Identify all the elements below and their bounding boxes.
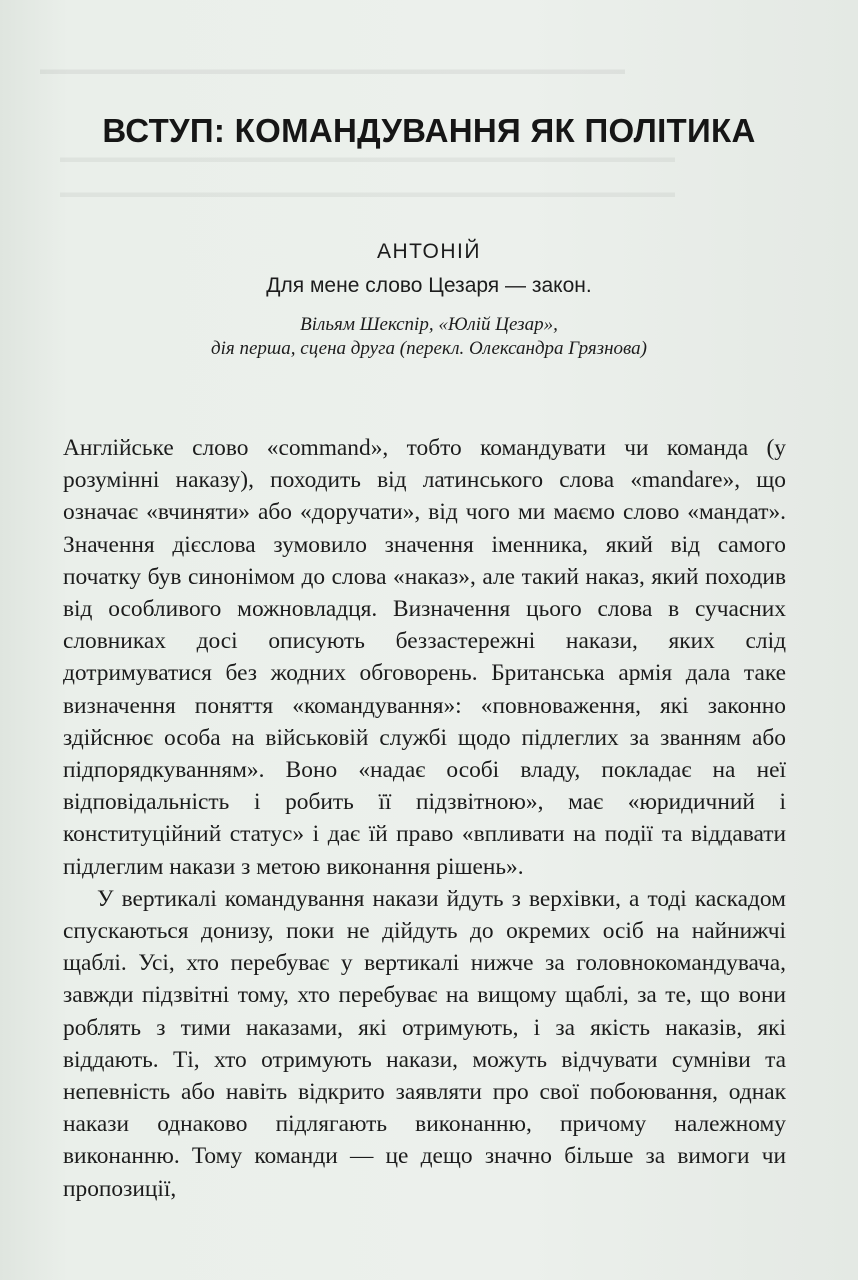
- bleed-through-decoration: ▬▬▬▬▬▬▬▬▬▬▬▬▬▬▬▬▬▬▬▬▬▬▬▬▬▬▬▬▬▬▬▬▬▬▬▬▬▬▬▬▬: [60, 185, 675, 201]
- bleed-through-decoration: ▬▬▬▬▬▬▬▬▬▬▬▬▬▬▬▬▬▬▬▬▬▬▬▬▬▬▬▬▬▬▬▬▬▬▬▬▬▬▬▬▬: [60, 150, 675, 166]
- bleed-through-decoration: ▬▬▬▬▬▬▬▬▬▬▬▬▬▬▬▬▬▬▬▬▬▬▬▬▬▬▬▬▬▬▬▬▬▬▬▬▬▬▬: [40, 62, 625, 78]
- epigraph-speaker: АНТОНІЙ: [377, 240, 481, 263]
- body-text: [63, 432, 786, 1205]
- epigraph-quote: Для мене слово Цезаря — закон.: [266, 274, 592, 297]
- body-paragraph: У вертикалі командування накази йдуть з верхівки, а тоді каскадом спускаються донизу, поки не дійдуть до окремих осіб на найнижчі щаблі. Усі, хто перебуває у вертикалі нижче за головнокомандувача, завжди підзвітні тому, хто перебуває на вищому щаблі, за те, що вони роблять з тими наказами, які отримують, і за якість наказів, які віддають. Ті, хто отримують накази, можуть відчувати сумніви та непевність або навіть відкрито заявляти про свої побоювання, однак накази однаково підлягають виконанню, причому належному виконанню. Тому команди — це дещо значно більше за вимоги чи пропозиції,: [63, 885, 786, 1202]
- body-paragraph: Англійське слово «command», тобто командувати чи команда (у розумінні наказу), походить від латинського слова «mandare», що означає «вчиняти» або «доручати», від чого ми маємо слово «мандат». Значення дієслова зумовило значення іменника, який від самого початку був синонімом до слова «наказ», але такий наказ, який походив від особливого можновладця. Визначення цього слова в сучасних словниках досі описують беззастережні накази, яких слід дотримуватися без жодних обговорень. Британська армія дала таке визначення поняття «командування»: «повноваження, які законно здійснює особа на військовій службі щодо підлеглих за званням або підпорядкуванням». Воно «надає особі владу, покладає на неї відповідальність і робить її підзвітною», має «юридичний і конституційний статус» і дає їй право «впливати на події та віддавати підлеглим накази з метою виконання рішень».: [63, 435, 786, 880]
- epigraph-attribution-line2: дія перша, сцена друга (перекл. Олександра Грязнова): [211, 338, 647, 359]
- epigraph-attribution-line1: Вільям Шекспір, «Юлій Цезар»,: [300, 314, 558, 335]
- chapter-title: ВСТУП: КОМАНДУВАННЯ ЯК ПОЛІТИКА: [102, 112, 756, 149]
